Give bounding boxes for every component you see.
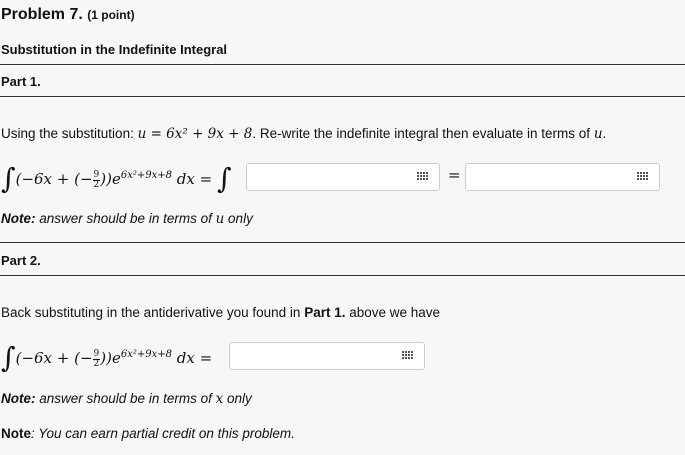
exponent: 6x²+9x+8 [120, 349, 173, 360]
equals-sign: = [448, 166, 461, 184]
note-label: Note: [1, 391, 36, 406]
substitution-expression: u = 6x² + 9x + 8 [137, 126, 253, 142]
divider [0, 242, 685, 243]
note-label: Note: [1, 211, 36, 226]
partial-credit-note [1, 426, 295, 441]
divider [0, 64, 685, 65]
problem-subtitle: Substitution in the Indefinite Integral [1, 42, 228, 57]
part1-intro-var: u [593, 126, 603, 142]
part1-integral-expression [1, 158, 232, 195]
integrand-open: (−6x + (− [15, 349, 93, 367]
integrand-open: (−6x + (− [15, 170, 93, 188]
footer-note-text: : You can earn partial credit on this problem. [31, 426, 295, 441]
fraction-denominator: 2 [93, 358, 100, 369]
part2-integral-expression [1, 337, 213, 374]
integrand-close: ))e [100, 170, 121, 188]
part1-intro-end: . [602, 126, 607, 141]
part2-intro-suffix: above we have [345, 305, 441, 320]
problem-title [1, 6, 135, 24]
part2-intro-bold: Part 1. [304, 305, 346, 320]
note-var: x [215, 391, 224, 407]
part2-intro-prefix: Back substituting in the antiderivative you found in [1, 305, 305, 320]
integral-sign: ∫ [1, 162, 16, 195]
integral-sign: ∫ [1, 341, 16, 374]
part1-intro-suffix: . Re-write the indefinite integral then evaluate in terms of [252, 126, 594, 141]
integrand-dx: dx = [172, 349, 213, 367]
footer-note-label: Note [1, 426, 31, 441]
part1-note [1, 211, 253, 227]
equation-editor-icon[interactable] [402, 351, 415, 362]
fraction-numerator: 9 [93, 169, 100, 180]
part1-intro-prefix: Using the substitution: [1, 126, 138, 141]
part2-note [1, 391, 252, 407]
note-var: u [215, 211, 225, 227]
part2-instructions [1, 305, 440, 320]
part1-answer-input-1[interactable] [246, 163, 440, 191]
fraction-numerator: 9 [93, 348, 100, 359]
problem-points: (1 point) [87, 8, 135, 22]
divider [0, 96, 685, 97]
note-end: only [223, 391, 252, 406]
note-end: only [224, 211, 253, 226]
equation-editor-icon[interactable] [637, 172, 650, 183]
integrand-dx: dx = [172, 170, 213, 188]
note-text: answer should be in terms of [35, 391, 216, 406]
part1-instructions [1, 126, 606, 142]
problem-number: Problem 7. [1, 6, 83, 23]
exponent: 6x²+9x+8 [120, 170, 173, 181]
part1-label: Part 1. [1, 74, 41, 89]
part1-answer-input-2[interactable] [465, 163, 660, 191]
equation-editor-icon[interactable] [417, 172, 430, 183]
divider [0, 275, 685, 276]
part2-label: Part 2. [1, 253, 41, 268]
integral-sign: ∫ [216, 162, 232, 195]
part2-answer-input[interactable] [229, 342, 425, 370]
integrand-close: ))e [100, 349, 121, 367]
note-text: answer should be in terms of [35, 211, 216, 226]
fraction-denominator: 2 [93, 179, 100, 190]
